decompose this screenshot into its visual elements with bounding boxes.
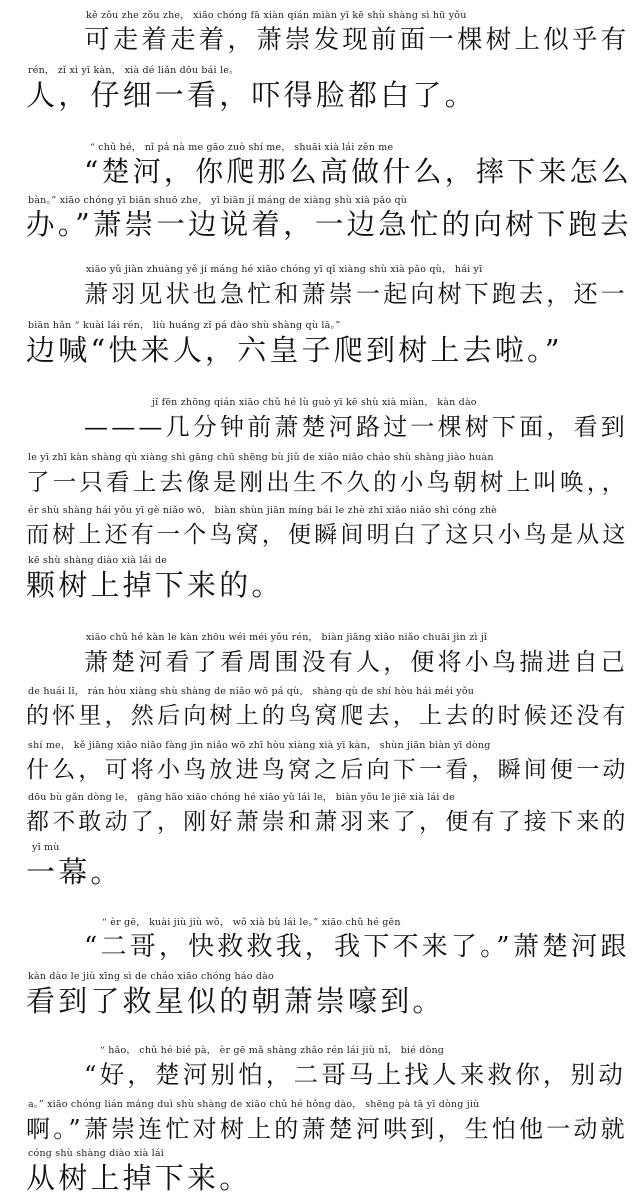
pinyin-annotation: cóng shù shàng diào xià lái (28, 1148, 165, 1159)
chinese-text: 都不敢动了，刚好萧崇和萧羽来了，便有了接下来的 (26, 809, 629, 835)
text-line (0, 915, 640, 973)
text-line (0, 1043, 640, 1101)
chinese-text: 看到了救星似的朝萧崇嚎到。 (26, 984, 445, 1018)
pinyin-annotation: xiāo chǔ hé kàn le kàn zhōu wéi méi yǒu rén， biàn jiāng xiǎo niǎo chuāi jìn zì jǐ (86, 632, 488, 643)
chinese-text: 啊。”萧崇连忙对树上的萧楚河哄到，生怕他一动就 (26, 1115, 628, 1143)
text-line (0, 630, 640, 688)
pinyin-annotation: de huái lǐ， rán hòu xiàng shù shàng de niǎo wō pá qù， shàng qù de shí hòu hái méi yǒu (28, 686, 475, 697)
pinyin-annotation: rén， zǐ xì yī kàn， xià dé liǎn dōu bái le。 (28, 65, 239, 76)
text-line (0, 840, 640, 898)
pinyin-annotation: ér shù shàng hái yǒu yī gè niǎo wō， biàn shùn jiān míng bái le zhè zhī xiǎo niǎo shì cóng zhè (28, 505, 498, 516)
text-line (0, 969, 640, 1027)
text-line (0, 262, 640, 320)
chinese-text: 可走着走着，萧崇发现前面一棵树上似乎有 (84, 25, 630, 55)
chinese-text: “二哥，快救救我，我下不来了。”萧楚河跟 (84, 932, 630, 962)
text-line (0, 193, 640, 251)
pinyin-annotation: biān hǎn “ kuài lái rén， liù huáng zǐ pá dào shù shàng qù lā。” (28, 320, 341, 331)
chinese-text: 什么，可将小鸟放进鸟窝之后向下一看，瞬间便一动 (26, 757, 629, 783)
chinese-text: 颗树上掉下来的。 (26, 568, 284, 602)
text-line (0, 8, 640, 66)
text-line (0, 684, 640, 742)
pinyin-annotation: “ èr gē， kuài jiù jiù wǒ， wǒ xià bù lái le。” xiāo chǔ hé gēn (102, 917, 401, 928)
pinyin-annotation: yī mù (32, 842, 60, 853)
chinese-text: “楚河，你爬那么高做什么，摔下来怎么 (84, 155, 632, 188)
pinyin-annotation: dōu bù gǎn dòng le， gāng hǎo xiāo chóng hé xiāo yǔ lái le， biàn yǒu le jiē xià lái de (28, 792, 455, 803)
chinese-text: 了一只看上去像是刚出生不久的小鸟朝树上叫唤，， (26, 468, 629, 496)
text-line (0, 63, 640, 121)
chinese-text: 从树上掉下来。 (26, 1161, 252, 1195)
text-line (0, 553, 640, 611)
chinese-text: 人，仔细一看，吓得脸都白了。 (26, 78, 477, 112)
pinyin-annotation: kàn dào le jiù xīng sì de cháo xiāo chóng háo dào (28, 971, 274, 982)
pinyin-annotation: kě zǒu zhe zǒu zhe， xiāo chóng fā xiàn qián miàn yī kē shù shàng sì hū yǒu (86, 10, 467, 21)
pinyin-annotation: jǐ fēn zhōng qián xiāo chǔ hé lù guò yī kē shù xià miàn， kàn dào (152, 397, 477, 408)
text-line (0, 140, 640, 198)
pinyin-annotation: le yī zhī kàn shàng qù xiàng shì gāng chū shēng bù jiǔ de xiǎo niǎo cháo shù shàng jiào huàn (28, 452, 494, 463)
text-line (0, 395, 640, 453)
pinyin-annotation: “ hǎo， chǔ hé bié pà， èr gē mǎ shàng zhǎo rén lái jiù nǐ， bié dòng (100, 1045, 445, 1056)
text-line (0, 1146, 640, 1204)
chinese-text: 而树上还有一个鸟窝，便瞬间明白了这只小鸟是从这 (26, 522, 629, 548)
text-line (0, 738, 640, 796)
pinyin-annotation: “ chǔ hé， nǐ pá nà me gāo zuò shí me， shuāi xià lái zěn me (90, 142, 394, 153)
chinese-text: 边喊“快来人，六皇子爬到树上去啦。” (26, 333, 563, 367)
pinyin-annotation: kē shù shàng diào xià lái de (28, 555, 168, 566)
chinese-text: 一幕。 (26, 855, 123, 889)
chinese-text: “好，楚河别怕，二哥马上找人来救你，别动 (84, 1060, 627, 1089)
chinese-text: 萧羽见状也急忙和萧崇一起向树下跑去，还一 (84, 280, 628, 308)
chinese-text: 的怀里，然后向树上的鸟窝爬去，上去的时候还没有 (26, 703, 629, 729)
pinyin-annotation: a。” xiāo chóng lián máng duì shù shàng de xiāo chǔ hé hǒng dào， shēng pà tā yī dòng jiù (28, 1099, 480, 1110)
chinese-text: ———几分钟前萧楚河路过一棵树下面，看到 (84, 413, 628, 441)
chinese-text: 办。”萧崇一边说着，一边急忙的向树下跑去 (26, 208, 632, 241)
text-line (0, 450, 640, 508)
pinyin-annotation: xiāo yǔ jiàn zhuàng yě jí máng hé xiāo chóng yī qǐ xiàng shù xià pǎo qù， hái yī (86, 264, 483, 275)
chinese-text: 萧楚河看了看周围没有人，便将小鸟揣进自己 (84, 648, 628, 676)
pinyin-annotation: bàn。” xiāo chóng yī biān shuō zhe， yī biān jí máng de xiàng shù xià pǎo qù (28, 195, 408, 206)
text-line (0, 318, 640, 376)
pinyin-annotation: shí me， kě jiāng xiǎo niǎo fàng jìn niǎo wō zhī hòu xiàng xià yī kàn， shùn jiān biàn yī dòng (28, 740, 491, 751)
